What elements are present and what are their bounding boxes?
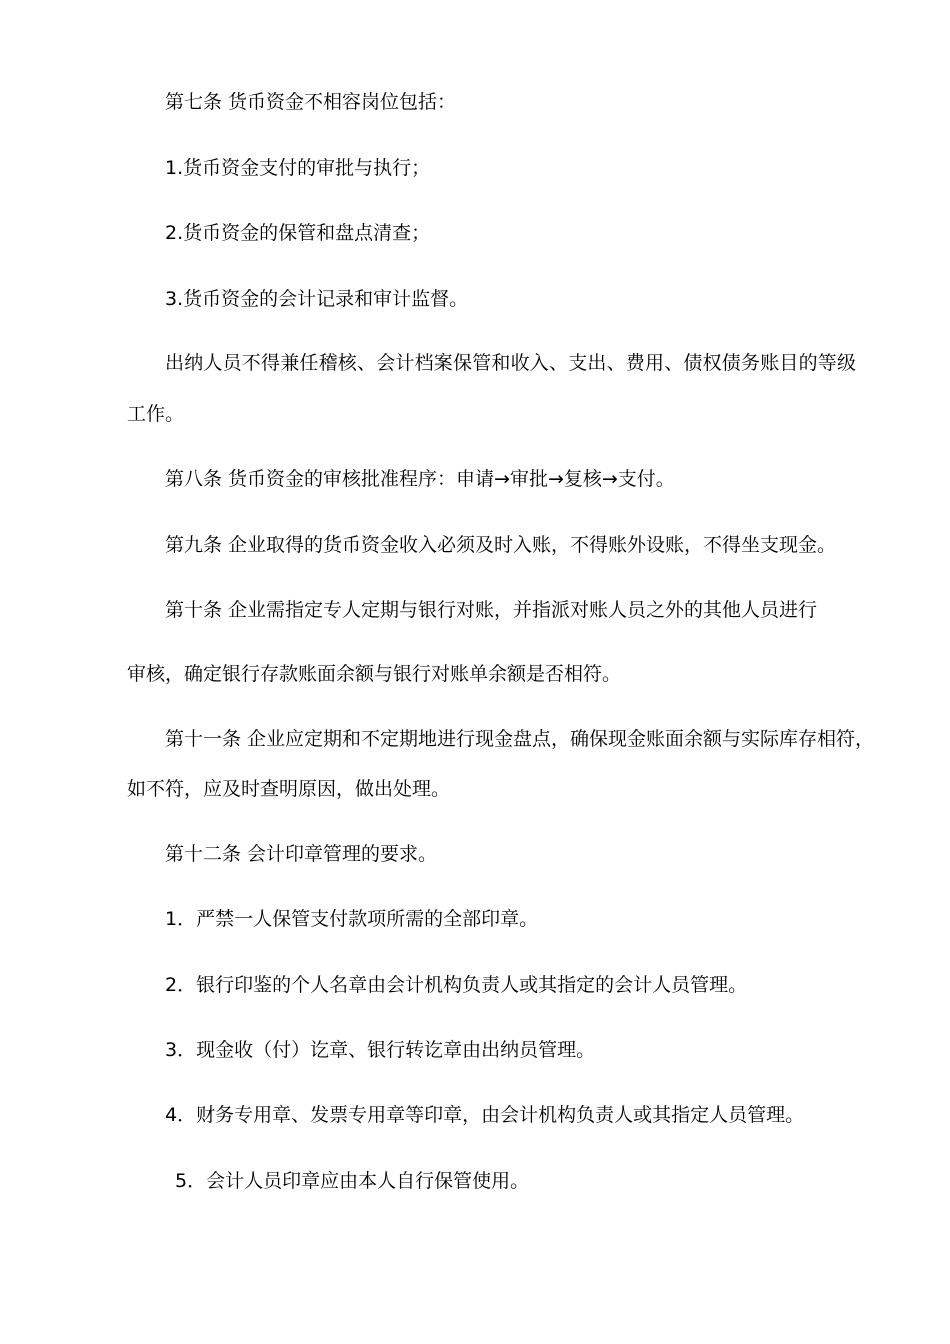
article-12-item-1: 1．严禁一人保管支付款项所需的全部印章。 [165,908,539,930]
article-10-line-1: 第十条 企业需指定专人定期与银行对账，并指派对账人员之外的其他人员进行 [165,599,818,621]
article-7-note-line-1: 出纳人员不得兼任稽核、会计档案保管和收入、支出、费用、债权债务账目的等级 [165,352,857,374]
article-9-text: 第九条 企业取得的货币资金收入必须及时入账，不得账外设账，不得坐支现金。 [165,534,837,556]
article-7-item-2: 2.货币资金的保管和盘点清查； [165,222,431,244]
article-10-line-2: 审核，确定银行存款账面余额与银行对账单余额是否相符。 [127,663,622,685]
article-11-line-1: 第十一条 企业应定期和不定期地进行现金盘点，确保现金账面余额与实际库存相符， [165,728,875,750]
article-12-item-4: 4．财务专用章、发票专用章等印章，由会计机构负责人或其指定人员管理。 [165,1104,805,1126]
article-7-note-line-2: 工作。 [127,403,185,425]
article-12-item-2: 2．银行印鉴的个人名章由会计机构负责人或其指定的会计人员管理。 [165,974,748,996]
article-12-heading: 第十二条 会计印章管理的要求。 [165,843,438,865]
article-7-heading: 第七条 货币资金不相容岗位包括： [165,91,457,113]
article-11-line-2: 如不符，应及时查明原因，做出处理。 [127,778,451,800]
article-8-text: 第八条 货币资金的审核批准程序：申请→审批→复核→支付。 [165,468,675,490]
article-7-item-1: 1.货币资金支付的审批与执行； [165,157,431,179]
article-12-item-3: 3．现金收（付）讫章、银行转讫章由出纳员管理。 [165,1039,596,1061]
article-7-item-3: 3.货币资金的会计记录和审计监督。 [165,288,469,310]
article-12-item-5: 5．会计人员印章应由本人自行保管使用。 [175,1170,530,1192]
